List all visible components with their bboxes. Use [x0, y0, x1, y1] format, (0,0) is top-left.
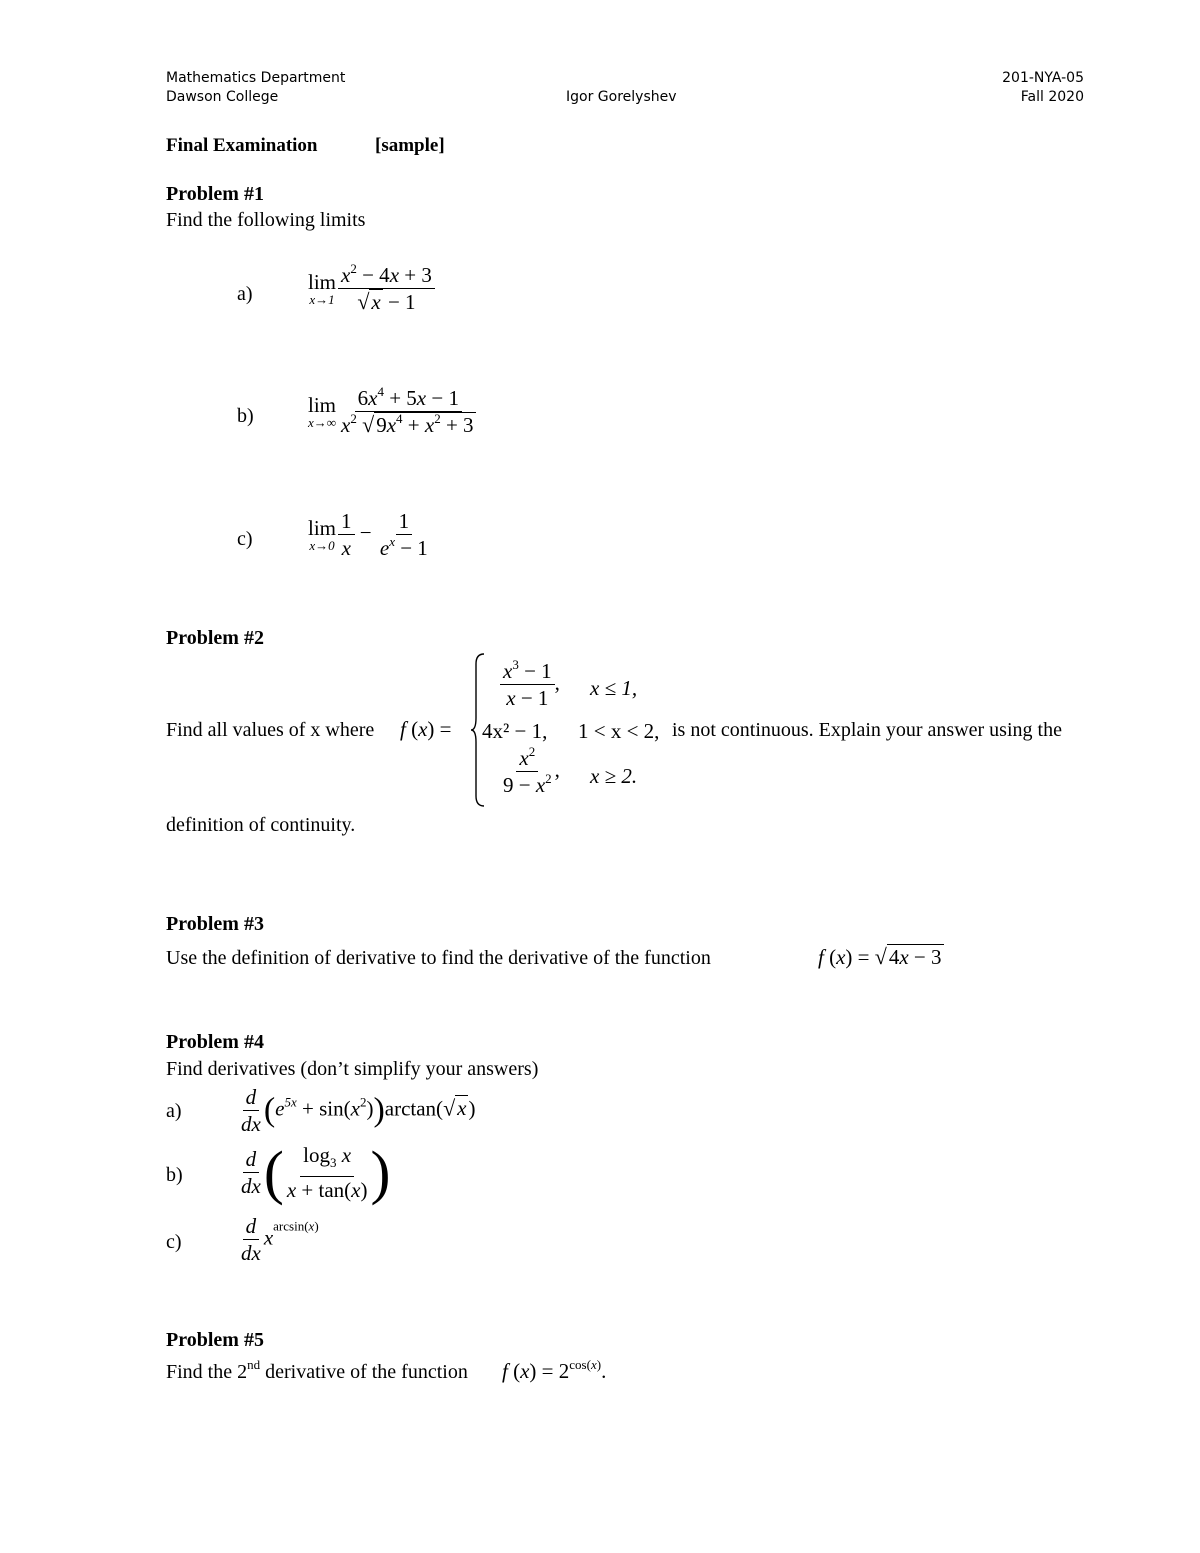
problem-3-heading: Problem #3: [166, 913, 264, 935]
problem-1b-label: b): [237, 405, 254, 427]
problem-4a-expression: $\frac{d}{dx}$ $(e^{5x} + \sin(x^2))\arctan(√x)$: [241, 1085, 476, 1136]
header-instructor: Igor Gorelyshev: [566, 89, 677, 105]
problem-3-function: f (x) = √4x − 3: [818, 944, 942, 969]
problem-3-text: Use the definition of derivative to find the derivative of the function: [166, 947, 711, 969]
problem-2-text-before: Find all values of x where: [166, 719, 375, 741]
problem-2-heading: Problem #2: [166, 627, 264, 649]
piecewise-case-2-expr: 4x² − 1,: [482, 719, 548, 743]
header-dept: Mathematics Department: [166, 70, 346, 86]
problem-4-heading: Problem #4: [166, 1031, 264, 1053]
piecewise-case-2-cond: 1 < x < 2,: [578, 719, 660, 743]
problem-1c-label: c): [237, 528, 253, 550]
problem-1-text: Find the following limits: [166, 209, 366, 231]
problem-5-function: f $(x) = 2^{cos(x)}$.: [502, 1357, 607, 1383]
piecewise-case-3-expr: $\frac{x^2}{9 - x^2}$ ,: [503, 744, 560, 797]
piecewise-case-1-expr: $\frac{x^3 - 1}{x - 1}$ ,: [500, 658, 560, 711]
header-college: Dawson College: [166, 89, 279, 105]
problem-1c-expression: lim x→0 $\frac{1}{x}$ − $\frac{1}{e^x - 1}$: [308, 509, 428, 560]
problem-1-heading: Problem #1: [166, 183, 264, 205]
problem-1a-expression: lim x→1 $\frac{x^2 - 4x + 3}{√x - 1}$: [308, 262, 435, 315]
exam-title: Final Examination: [166, 135, 318, 156]
problem-4a-label: a): [166, 1100, 182, 1122]
problem-4b-expression: $\frac{d}{dx}$ ( $\frac{\log_3 x}{x + \tan(x)}$ ): [241, 1139, 391, 1206]
problem-2-text-after: is not continuous. Explain your answer using the: [672, 719, 1062, 741]
problem-1b-expression: lim x→∞ $\frac{6x^4 + 5x - 1}{x^2 √9x^4 + x^2 + 3}$: [308, 384, 474, 437]
problem-4-text: Find derivatives (don’t simplify your answers): [166, 1058, 539, 1080]
piecewise-case-3-cond: x ≥ 2.: [590, 764, 638, 788]
problem-2-function: f (x) =: [400, 717, 452, 741]
piecewise-case-1-cond: x ≤ 1,: [590, 676, 638, 700]
problem-4c-label: c): [166, 1231, 182, 1253]
problem-2-text-end: definition of continuity.: [166, 814, 356, 836]
problem-4b-label: b): [166, 1164, 183, 1186]
header-term: Fall 2020: [1020, 89, 1084, 105]
problem-1a-label: a): [237, 283, 253, 305]
exam-tag: [sample]: [375, 135, 445, 156]
header-course: 201-NYA-05: [1002, 70, 1084, 86]
problem-4c-expression: $\frac{d}{dx}$ $x^{arcsin(x)}$: [241, 1214, 319, 1265]
problem-5-text: Find the 2nd derivative of the function: [166, 1357, 468, 1383]
problem-5-heading: Problem #5: [166, 1329, 264, 1351]
